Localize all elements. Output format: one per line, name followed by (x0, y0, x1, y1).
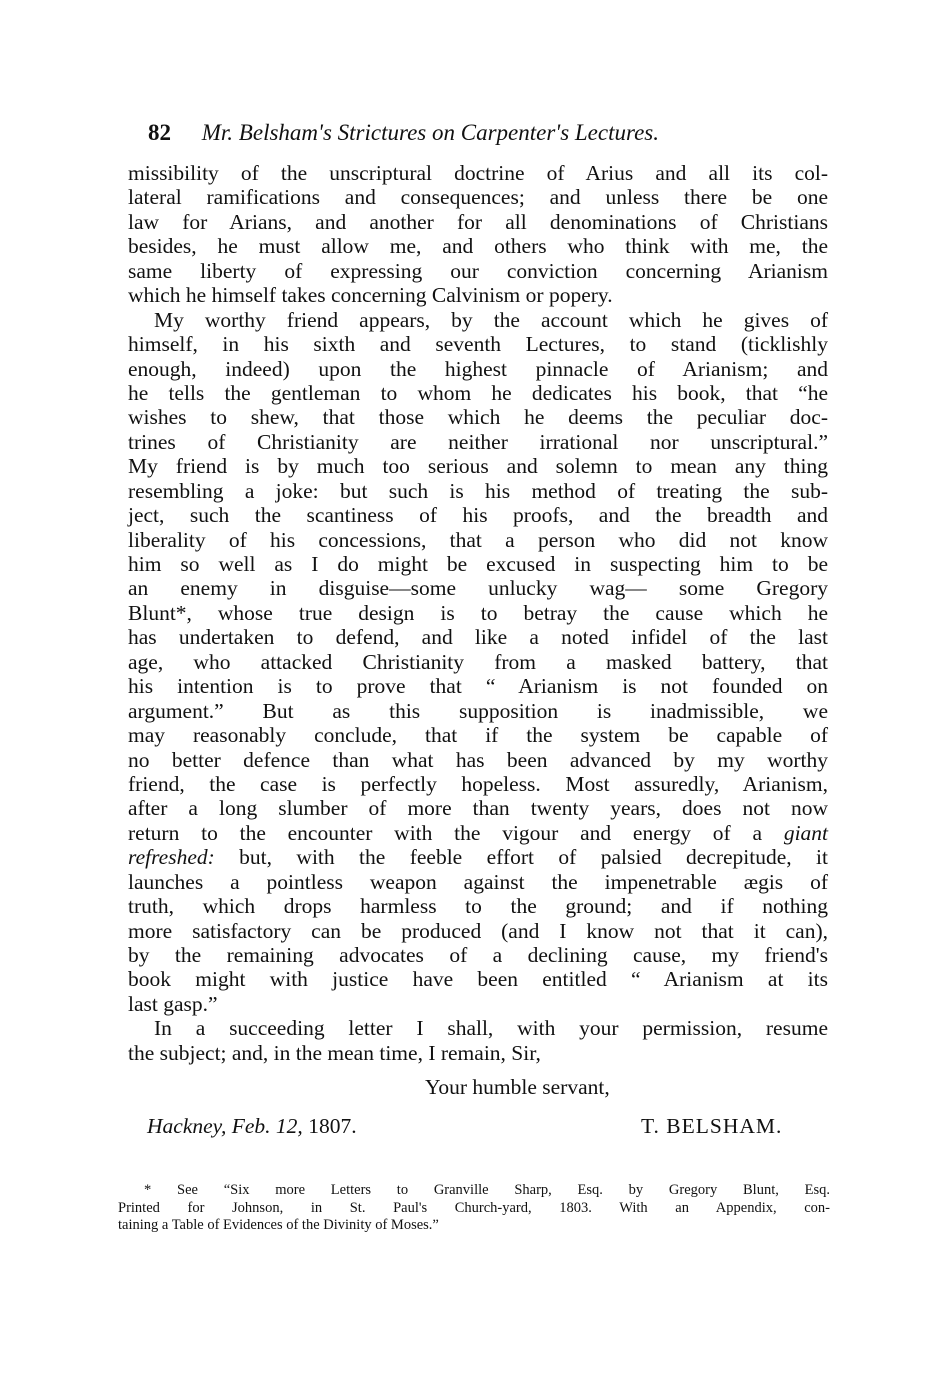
footnote-line: Printed for Johnson, in St. Paul's Church-yard, 1803. With an Appendix, con- (118, 1199, 830, 1216)
text-line: more satisfactory can be produced (and I know not that it can), (128, 918, 828, 943)
signature: T. BELSHAM. (641, 1114, 783, 1138)
page-number: 82 (148, 120, 171, 145)
complimentary-close: Your humble servant, (425, 1075, 610, 1099)
text-line: which he himself takes concerning Calvinism or popery. (128, 283, 613, 308)
text-line: wishes to shew, that those which he deems the peculiar doc- (128, 405, 828, 430)
text-line: same liberty of expressing our conviction concerning Arianism (128, 258, 828, 283)
text-line: missibility of the unscriptural doctrine of Arius and all its col- (128, 161, 828, 185)
text-line: his intention is to prove that “ Arianism is not founded on (128, 674, 828, 699)
text-line-giant (128, 821, 828, 845)
paragraph-start-line: In a succeeding letter I shall, with your permission, resume (154, 1016, 828, 1041)
text-line: no better defence than what has been advanced by my worthy (128, 747, 828, 772)
italic-word: giant (783, 820, 829, 845)
text-line: by the remaining advocates of a declining cause, my friend's (128, 943, 828, 967)
place-date (147, 1112, 357, 1140)
text-line: book might with justice have been entitled “ Arianism at its (128, 967, 828, 992)
footnote (118, 1182, 830, 1235)
text-line: has undertaken to defend, and like a noted infidel of the last (128, 625, 828, 650)
text-line: trines of Christianity are neither irrational nor unscriptural.” (128, 429, 828, 454)
signoff-line (147, 1112, 807, 1140)
text-line: Blunt*, whose true design is to betray the cause which he (128, 600, 828, 625)
text-line: ject, such the scantiness of his proofs, and the breadth and (128, 503, 828, 528)
place: Hackney, Feb. 12, (147, 1114, 303, 1138)
text-line: the subject; and, in the mean time, I remain, Sir, (128, 1040, 541, 1065)
text-line: liberality of his concessions, that a person who did not know (128, 527, 828, 552)
text-line: My friend is by much too serious and solemn to mean any thing (128, 454, 828, 479)
text-line: last gasp.” (128, 991, 218, 1016)
text-line: after a long slumber of more than twenty years, does not now (128, 796, 828, 821)
text-line: him so well as I do might be excused in suspecting him to be (128, 552, 828, 576)
text-line: argument.” But as this supposition is inadmissible, we (128, 698, 828, 723)
year: 1807. (302, 1114, 357, 1138)
text-line: friend, the case is perfectly hopeless. Most assuredly, Arianism, (128, 771, 828, 796)
text-line: an enemy in disguise—some unlucky wag— some Gregory (128, 576, 828, 601)
text-fragment: return to the encounter with the vigour and energy of a (128, 820, 763, 845)
italic-word: refreshed: (128, 845, 215, 870)
text-line: lateral ramifications and consequences; and unless there be one (128, 185, 828, 210)
body-text (128, 161, 828, 1065)
text-line: age, who attacked Christianity from a masked battery, that (128, 649, 828, 674)
running-header (148, 118, 828, 148)
text-line: besides, he must allow me, and others who think with me, the (128, 234, 828, 259)
text-line: enough, indeed) upon the highest pinnacle of Arianism; and (128, 356, 828, 381)
text-line: law for Arians, and another for all denominations of Christians (128, 209, 828, 234)
footnote-line: * See “Six more Letters to Granville Sharp, Esq. by Gregory Blunt, Esq. (144, 1182, 830, 1198)
text-line-refreshed (128, 845, 828, 869)
text-line: may reasonably conclude, that if the system be capable of (128, 723, 828, 748)
text-line: himself, in his sixth and seventh Lectures, to stand (ticklishly (128, 332, 828, 357)
text-line: he tells the gentleman to whom he dedicates his book, that “he (128, 380, 828, 405)
text-line: resembling a joke: but such is his method of treating the sub- (128, 478, 828, 503)
text-fragment: but, with the feeble effort of palsied decrepitude, it (214, 845, 828, 870)
footnote-line: taining a Table of Evidences of the Divinity of Moses.” (118, 1217, 439, 1233)
text-line: launches a pointless weapon against the impenetrable ægis of (128, 869, 828, 894)
paragraph-start-line: My worthy friend appears, by the account which he gives of (154, 307, 828, 332)
running-title: Mr. Belsham's Strictures on Carpenter's Lectures. (201, 120, 659, 145)
text-line: truth, which drops harmless to the ground; and if nothing (128, 894, 828, 919)
